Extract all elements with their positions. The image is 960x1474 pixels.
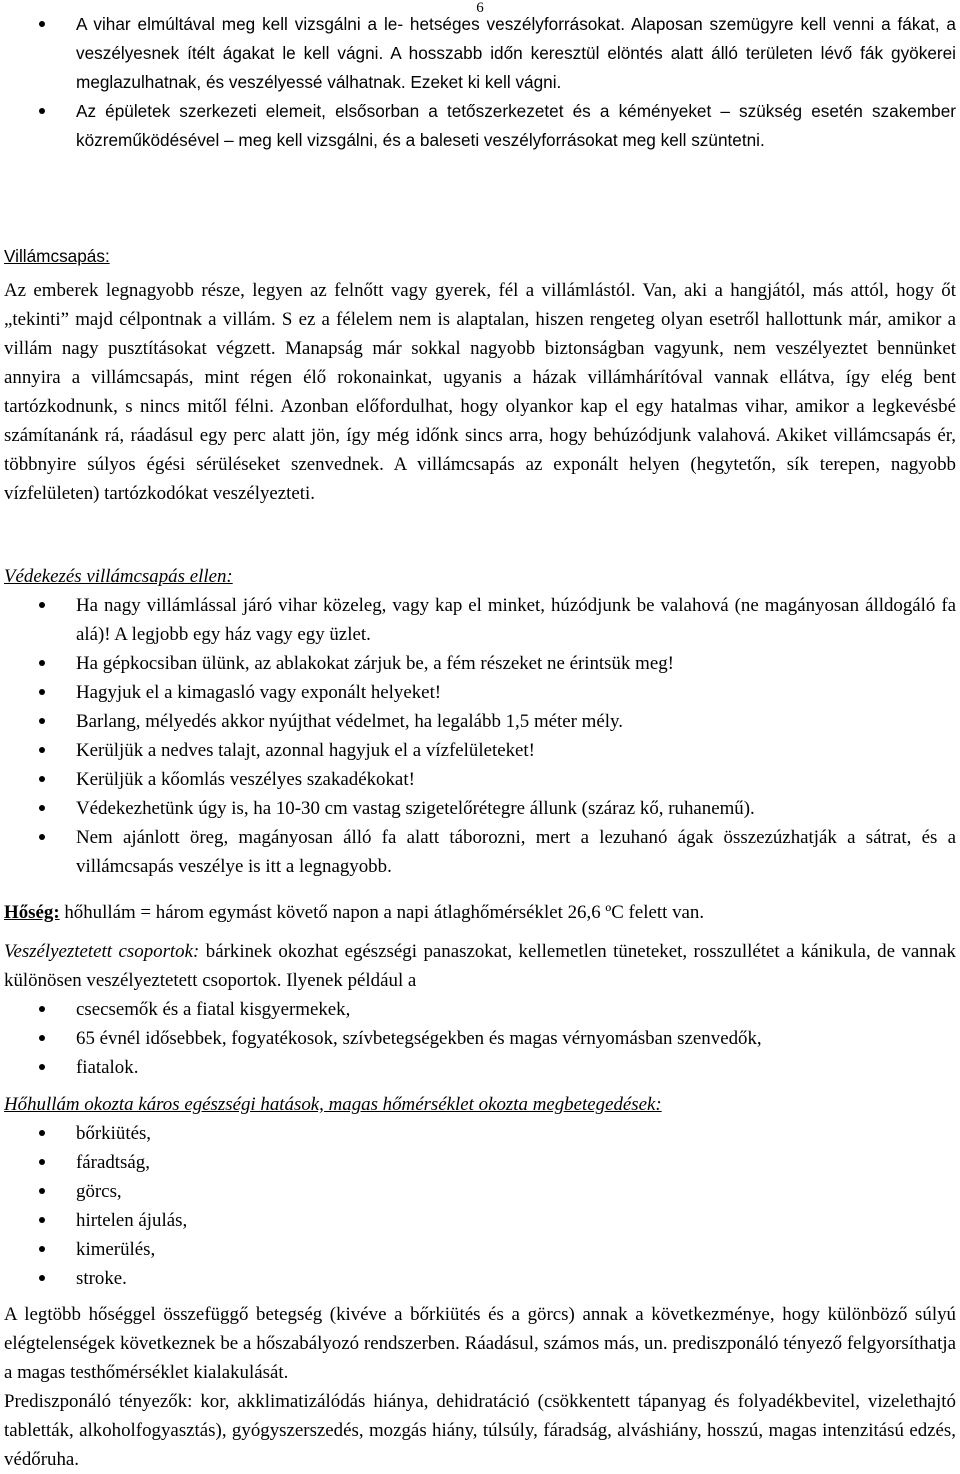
page-number: 6 bbox=[476, 0, 484, 16]
list-item: Ha nagy villámlással járó vihar közeleg, vagy kap el minket, húzódjunk be valahová (ne magányosan álldogáló fa alá)! A legjobb egy ház vagy egy üzlet. bbox=[4, 591, 956, 649]
groups-paragraph: Veszélyeztetett csoportok: bárkinek okozhat egészségi panaszokat, kellemetlen tüneteket, rosszullétet a kánikula, de vannak különösen veszélyeztetett csoportok. Ilyenek például a bbox=[4, 941, 956, 991]
list-item: fiatalok. bbox=[4, 1053, 956, 1082]
list-item: Ha gépkocsiban ülünk, az ablakokat zárjuk be, a fém részeket ne érintsük meg! bbox=[4, 649, 956, 678]
groups-list bbox=[4, 995, 956, 1082]
section-heading-protection: Védekezés villámcsapás ellen: bbox=[4, 566, 233, 587]
groups-section bbox=[4, 937, 956, 1082]
list-item: Barlang, mélyedés akkor nyújthat védelmet, ha legalább 1,5 méter mély. bbox=[4, 707, 956, 736]
list-item: Kerüljük a nedves talajt, azonnal hagyjuk el a vízfelületeket! bbox=[4, 736, 956, 765]
list-item: 65 évnél idősebbek, fogyatékosok, szívbetegségekben és magas vérnyomásban szenvedők, bbox=[4, 1024, 956, 1053]
protection-list bbox=[4, 591, 956, 881]
section-heading-effects: Hőhullám okozta káros egészségi hatások, magas hőmérséklet okozta megbetegedések: bbox=[4, 1094, 662, 1115]
list-item: Nem ajánlott öreg, magányosan álló fa alatt táborozni, mert a lezuhanó ágak összezúzhatják a sátrat, és a villámcsapás veszélye is itt a legnagyobb. bbox=[4, 823, 956, 881]
heat-definition: Hőség: hőhullám = három egymást követő napon a napi átlaghőmérséklet 26,6 ºC felett van. bbox=[4, 902, 705, 923]
list-item: Kerüljük a kőomlás veszélyes szakadékokat! bbox=[4, 765, 956, 794]
list-item: stroke. bbox=[4, 1264, 956, 1293]
closing-section bbox=[4, 1300, 956, 1474]
heat-section bbox=[4, 898, 956, 927]
list-item: fáradtság, bbox=[4, 1148, 956, 1177]
list-item: Az épületek szerkezeti elemeit, elsősorban a tetőszerkezetet és a kéményeket – szükség esetén szakember közreműködésével – meg kell vizsgálni, és a baleseti veszélyforrásokat meg kell szüntetni. bbox=[4, 97, 956, 155]
storm-aftermath-list bbox=[4, 10, 956, 155]
protection-section bbox=[4, 562, 956, 881]
closing-paragraph-1: A legtöbb hőséggel összefüggő betegség (kivéve a bőrkiütés és a görcs) annak a következménye, hogy különböző súlyú elégtelenségek következnek be a hőszabályozó rendszerben. Ráadásul, számos más, un. prediszponáló tényező felgyorsíthatja a magas testhőmérséklet kialakulását. bbox=[4, 1304, 956, 1383]
effects-section bbox=[4, 1090, 956, 1293]
list-item: kimerülés, bbox=[4, 1235, 956, 1264]
effects-list bbox=[4, 1119, 956, 1293]
lightning-section bbox=[4, 242, 956, 508]
list-item: görcs, bbox=[4, 1177, 956, 1206]
list-item: csecsemők és a fiatal kisgyermekek, bbox=[4, 995, 956, 1024]
heat-label: Hőség: bbox=[4, 902, 60, 923]
list-item: hirtelen ájulás, bbox=[4, 1206, 956, 1235]
section-heading-lightning: Villámcsapás: bbox=[4, 246, 110, 266]
lightning-paragraph: Az emberek legnagyobb része, legyen az felnőtt vagy gyerek, fél a villámlástól. Van, aki a hangjától, más attól, hogy őt „tekinti” majd célpontnak a villám. S ez a félelem nem is alaptalan, hiszen rengeteg olyan esetről hallottunk már, amikor a villám nagy pusztításokat végzett. Manapság már sokkal nagyobb biztonságban vagyunk, nem veszélyeztet bennünket annyira a villámcsapás, mint régen élő rokonainkat, ugyanis a házak villámhárítóval vannak ellátva, így elég bent tartózkodnunk, s nincs mitől félni. Azonban előfordulhat, hogy olyankor kap el egy hatalmas vihar, amikor a legkevésbé számítanánk rá, ráadásul egy perc alatt jön, így még időnk sincs arra, hogy behúzódjunk valahová. Akiket villámcsapás ér, többnyire súlyos égési sérüléseket szenvednek. A villámcsapás az exponált helyen (hegytetőn, sík terepen, nagyobb vízfelületen) tartózkodókat veszélyezteti. bbox=[4, 280, 956, 504]
list-item: A vihar elmúltával meg kell vizsgálni a le- hetséges veszélyforrásokat. Alaposan szemügyre kell venni a fákat, a veszélyesnek ítélt ágakat le kell vágni. A hosszabb időn keresztül elöntés alatt álló területen lévő fák gyökerei meglazulhatnak, és veszélyessé válhatnak. Ezeket ki kell vágni. bbox=[4, 10, 956, 97]
list-item: Hagyjuk el a kimagasló vagy exponált helyeket! bbox=[4, 678, 956, 707]
list-item: bőrkiütés, bbox=[4, 1119, 956, 1148]
closing-paragraph-2: Prediszponáló tényezők: kor, akklimatizálódás hiánya, dehidratáció (csökkentett tápanyag és folyadékbevitel, vizelethajtó tabletták, alkoholfogyasztás), gyógyszerszedés, mozgás hiány, túlsúly, fáradság, alváshiány, hosszú, magas intenzitású edzés, védőruha. bbox=[4, 1391, 956, 1470]
list-item: Védekezhetünk úgy is, ha 10-30 cm vastag szigetelőrétegre állunk (száraz kő, ruhanemű). bbox=[4, 794, 956, 823]
groups-label: Veszélyeztetett csoportok: bbox=[4, 941, 200, 962]
